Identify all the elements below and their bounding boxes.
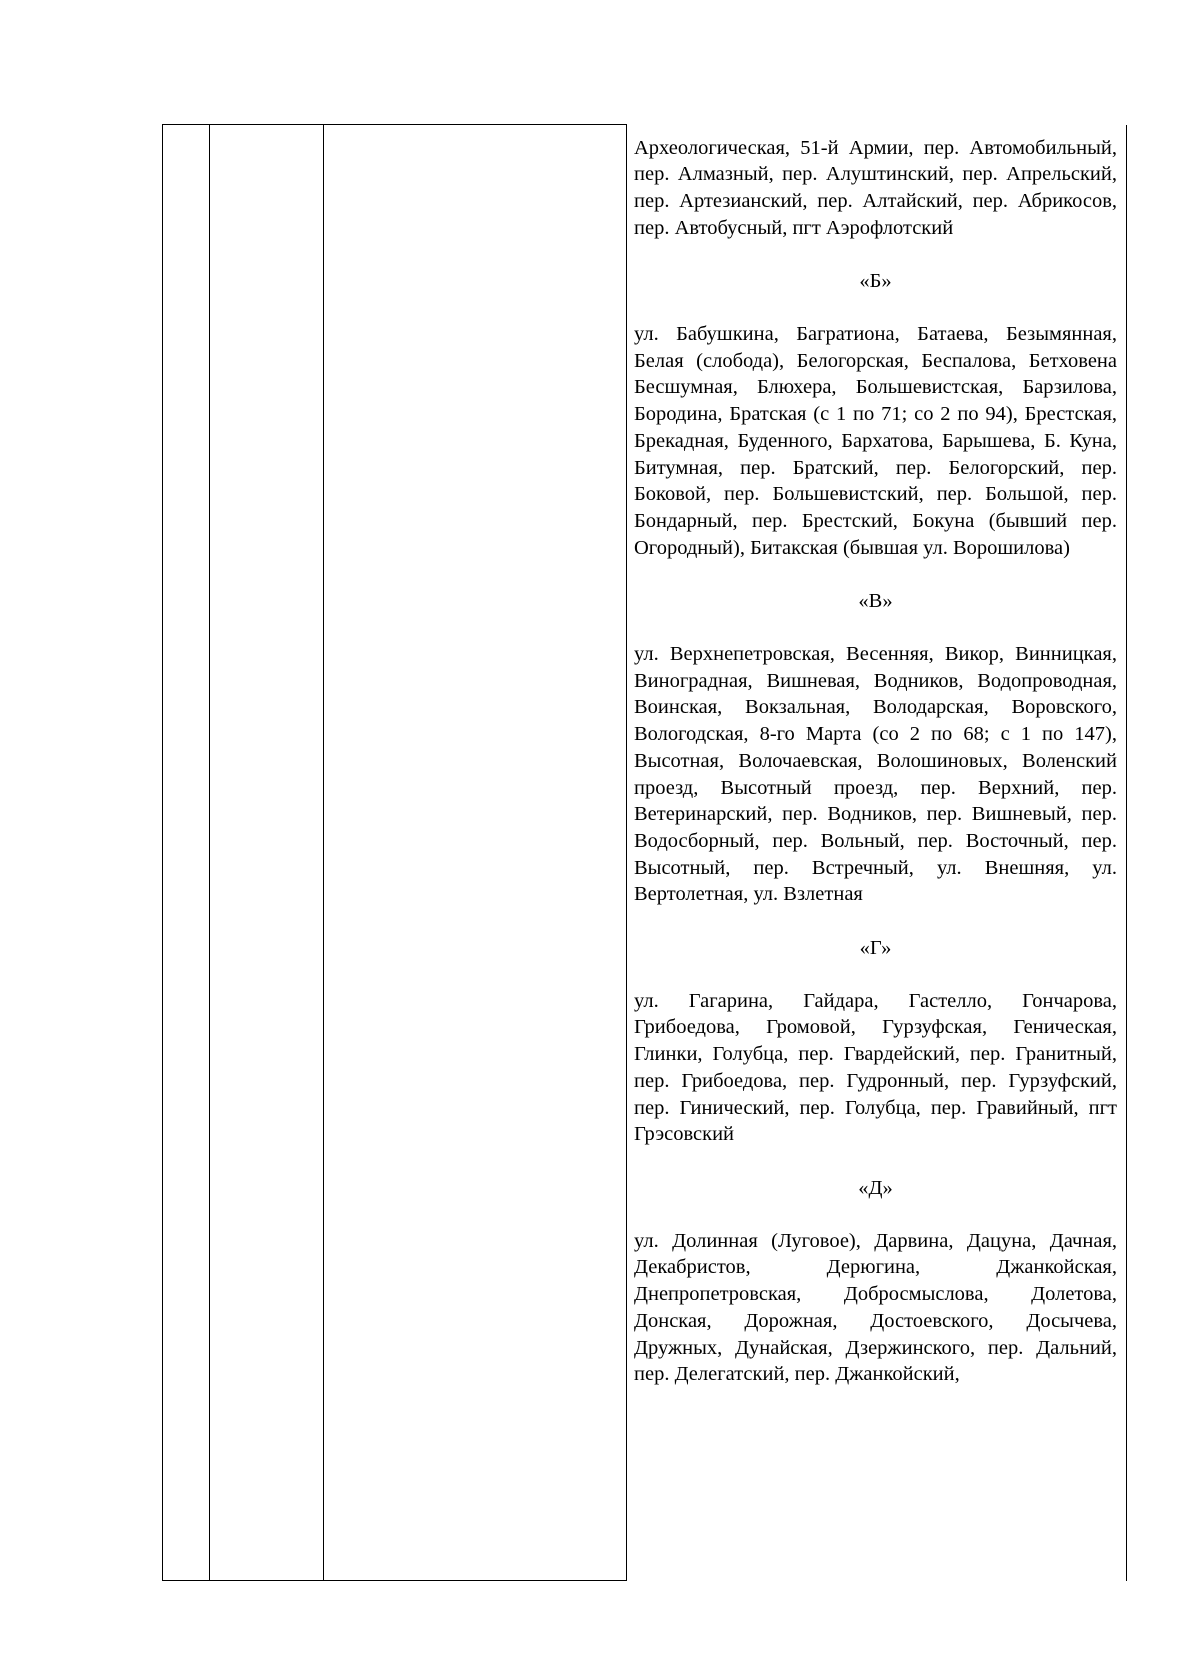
table-row — [163, 125, 1127, 1581]
section-heading: «Д» — [858, 1177, 893, 1199]
table-cell-second — [210, 125, 324, 1581]
table-cell-streets — [627, 125, 1127, 1581]
section-text: ул. Бабушкина, Багратиона, Батаева, Безымянная, Белая (слобода), Белогорская, Беспалова, Бетховена Бесшумная, Блюхера, Большевистская, Барзилова, Бородина, Братская (с 1 по 71; со 2 по 94), Брестская, Брекадная, Буденного, Бархатова, Барышева, Б. Куна, Битумная, пер. Братский, пер. Белогорский, пер. Боковой, пер. Большевистский, пер. Большой, пер. Бондарный, пер. Брестский, Бокуна (бывший пер. Огородный), Битакская (бывшая ул. Ворошилова) — [634, 323, 1117, 559]
table-cell-number — [163, 125, 210, 1581]
streets-content — [627, 125, 1126, 1388]
street-table — [162, 124, 1127, 1581]
section-text: ул. Верхнепетровская, Весенняя, Викор, Винницкая, Виноградная, Вишневая, Водников, Водопроводная, Воинская, Вокзальная, Володарская, Воровского, Вологодская, 8-го Марта (со 2 по 68; с 1 по 147), Высотная, Волочаевская, Волошиновых, Воленский проезд, Высотный проезд, пер. Верхний, пер. Ветеринарский, пер. Водников, пер. Вишневый, пер. Водосборный, пер. Вольный, пер. Восточный, пер. Высотный, пер. Встречный, ул. Внешняя, ул. Вертолетная, ул. Взлетная — [634, 643, 1117, 906]
section-b — [634, 268, 1117, 561]
section-d — [634, 1175, 1117, 1388]
section-v — [634, 588, 1117, 908]
table-cell-third — [324, 125, 627, 1581]
section-text: ул. Гагарина, Гайдара, Гастелло, Гончарова, Грибоедова, Громовой, Гурзуфская, Геническая, Глинки, Голубца, пер. Гвардейский, пер. Гранитный, пер. Грибоедова, пер. Гудронный, пер. Гурзуфский, пер. Гинический, пер. Голубца, пер. Гравийный, пгт Грэсовский — [634, 989, 1117, 1146]
section-g — [634, 935, 1117, 1148]
streets-intro: Археологическая, 51-й Армии, пер. Автомобильный, пер. Алмазный, пер. Алуштинский, пер. Апрельский, пер. Артезианский, пер. Алтайский, пер. Абрикосов, пер. Автобусный, пгт Аэрофлотский — [634, 136, 1117, 239]
section-heading: «Б» — [859, 270, 892, 293]
section-heading: «В» — [858, 590, 893, 613]
section-text: ул. Долинная (Луговое), Дарвина, Дацуна, Дачная, Декабристов, Дерюгина, Джанкойская, Днепропетровская, Добросмыслова, Долетова, Донская, Дорожная, Достоевского, Досычева, Дружных, Дунайская, Дзержинского, пер. Дальний, пер. Делегатский, пер. Джанкойский, — [634, 1229, 1117, 1386]
section-heading: «Г» — [859, 937, 892, 960]
